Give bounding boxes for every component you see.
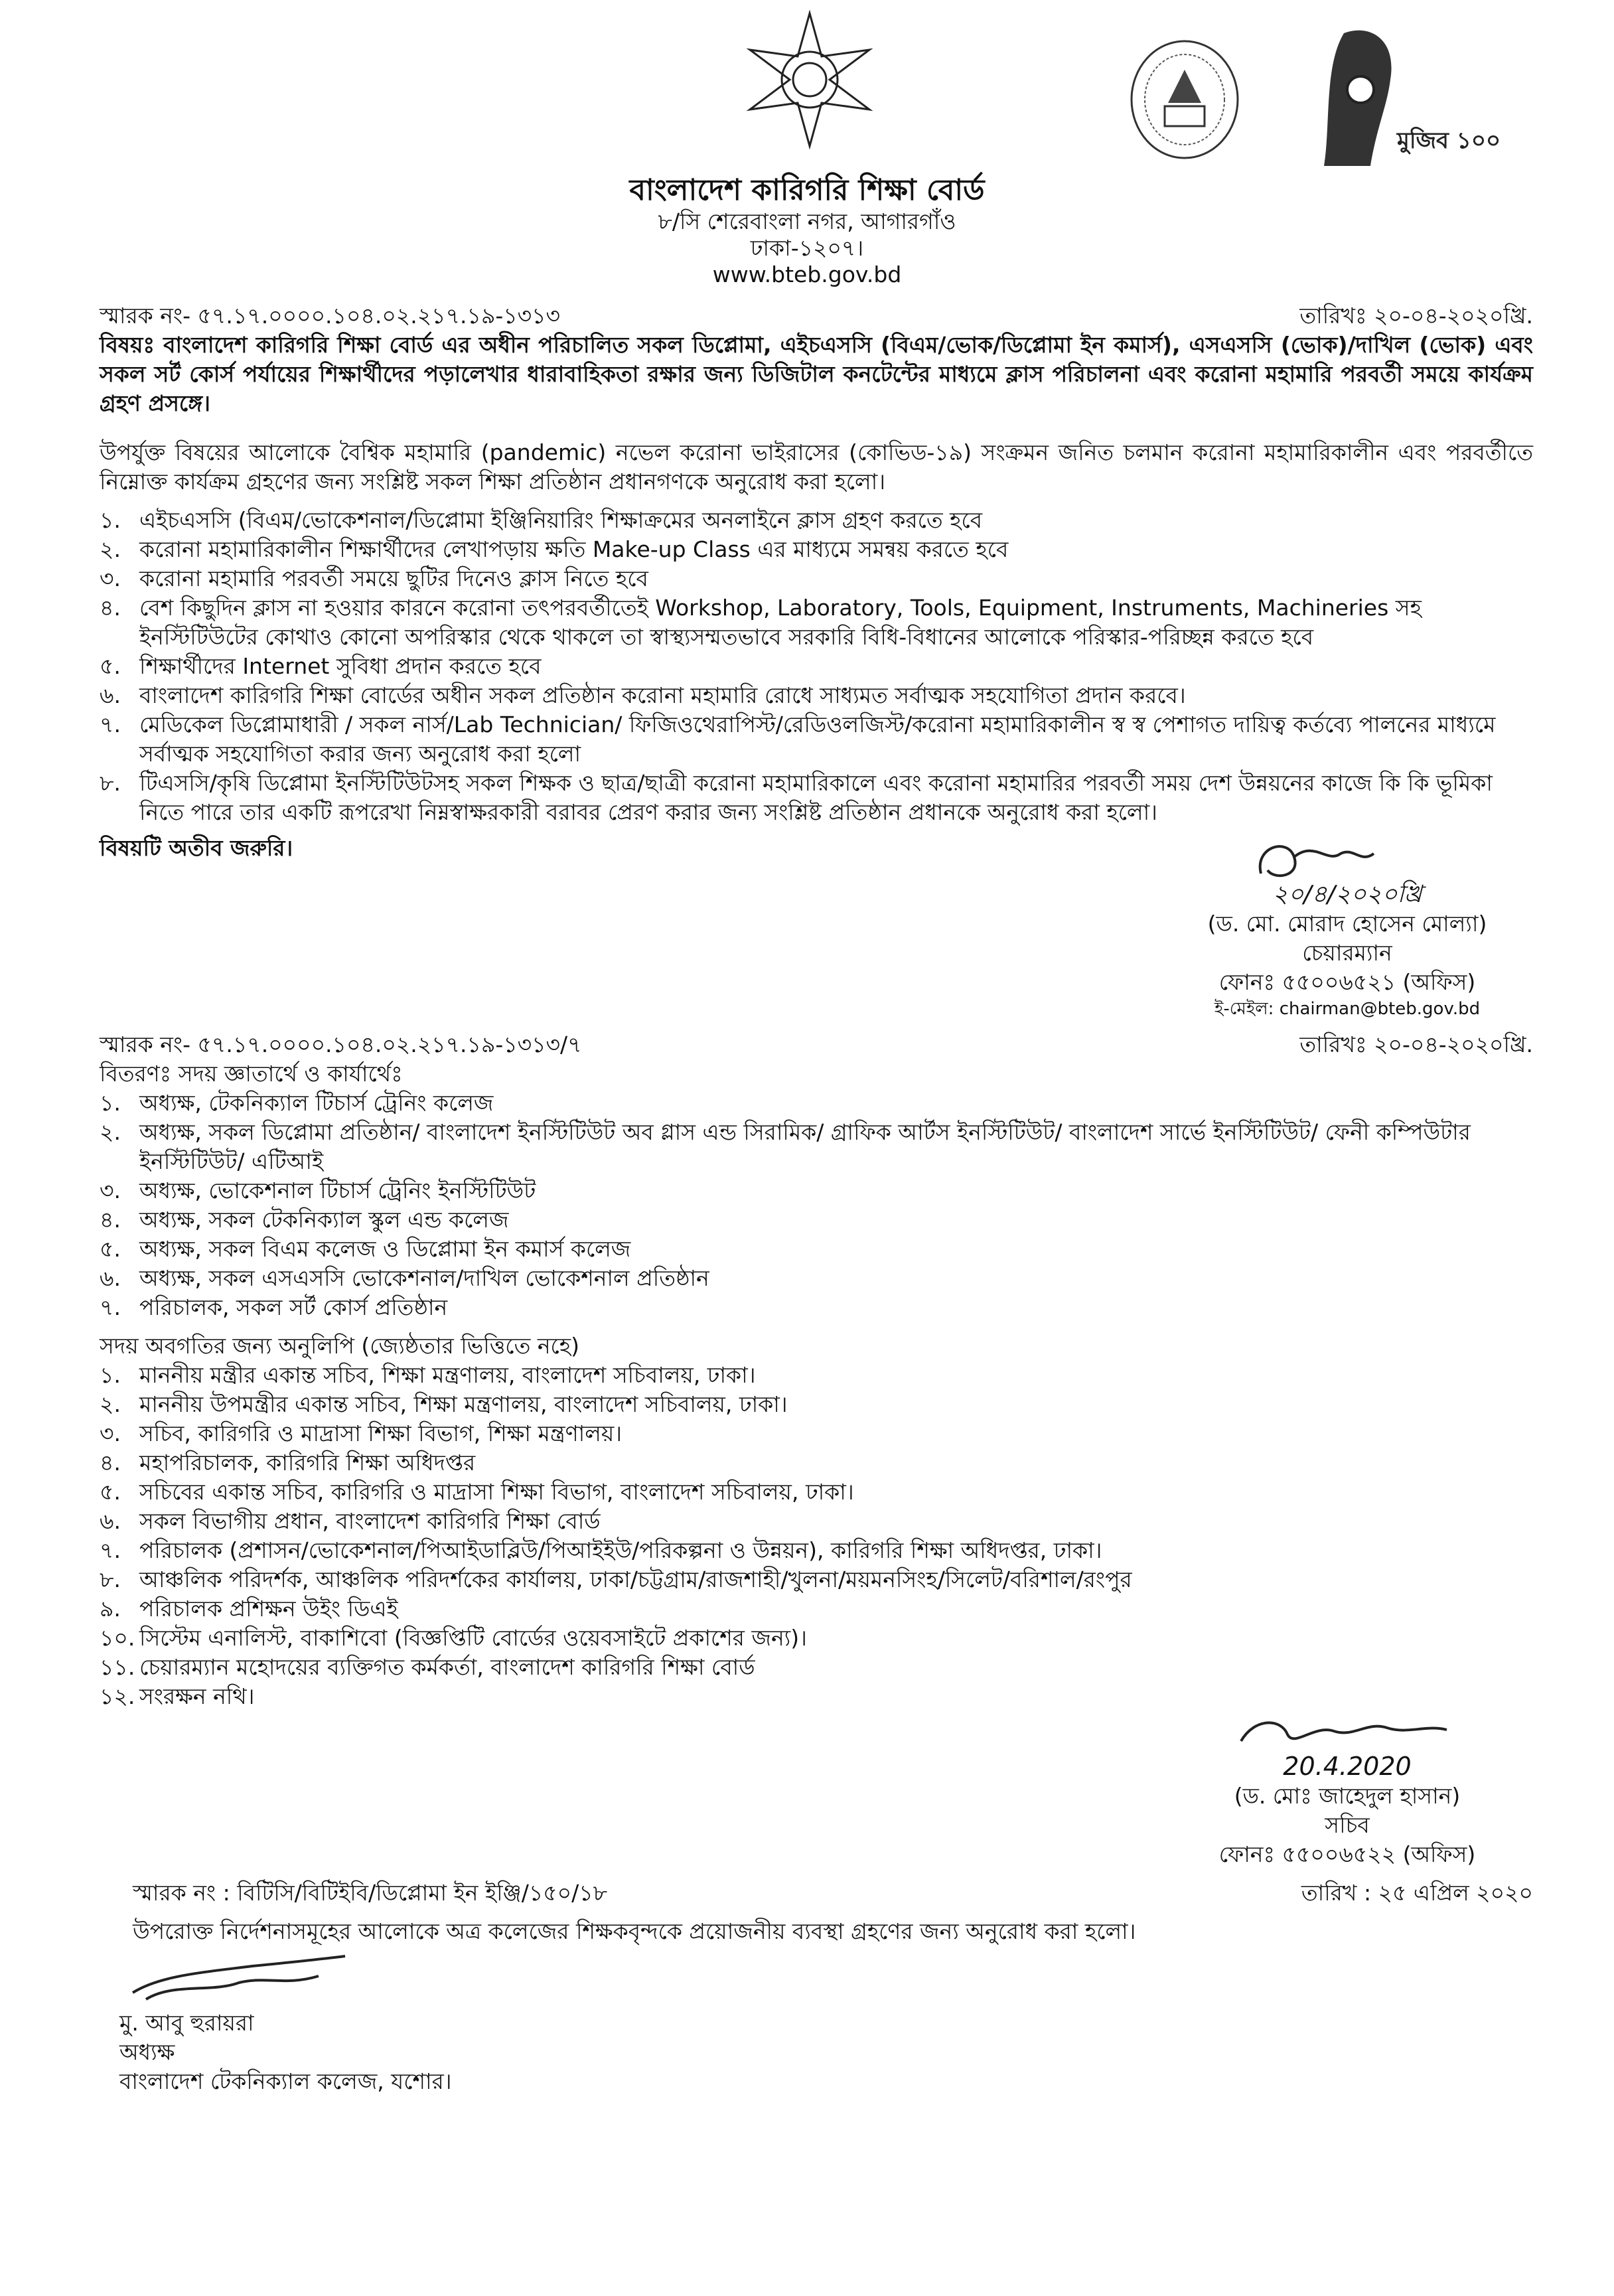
item-number: ৩. (100, 1178, 121, 1203)
memo1-ref-row (100, 301, 1533, 331)
memo1-intro: উপর্যুক্ত বিষয়ের আলোকে বৈশ্বিক মহামারি (pandemic) নভেল করোনা ভাইরাসের (কোভিড-১৯) সংক্রমন জনিত চলমান করোনা মহামারিকালীন এবং পরবর্তীতে নিম্নোক্ত কার্যক্রম গ্রহণের জন্য সংশ্লিষ্ট সকল শিক্ষা প্রতিষ্ঠান প্রধানগণকে অনুরোধ করা হলো। (100, 439, 1533, 495)
item-number: ১০. (100, 1625, 135, 1651)
item-text: পরিচালক (প্রশাসন/ভোকেশনাল/পিআইডাব্লিউ/পিআইইউ/পরিকল্পনা ও উন্নয়ন), কারিগরি শিক্ষা অধিদপ্তর, ঢাকা। (139, 1537, 1102, 1563)
urgent-note: বিষয়টি অতীব জরুরি। (100, 835, 293, 861)
item-text: করোনা মহামারিকালীন শিক্ষার্থীদের লেখাপড়ায় ক্ষতি Make-up Class এর মাধ্যমে সমন্বয় করতে হবে (139, 536, 1009, 562)
memo1-closing (100, 834, 1533, 1021)
memo2-ref-row (100, 1030, 1533, 1059)
item-number: ৫. (100, 1236, 121, 1262)
list-item (100, 1478, 1533, 1507)
memo1-subject: বিষয়ঃ বাংলাদেশ কারিগরি শিক্ষা বোর্ড এর অধীন পরিচালিত সকল ডিপ্লোমা, এইচএসসি (বিএম/ভোক/ডিপ্লোমা ইন কমার্স), এসএসসি (ভোক)/দাখিল (ভোক) এবং সকল সর্ট কোর্স পর্যায়ের শিক্ষার্থীদের পড়ালেখার ধারাবাহিকতা রক্ষার জন্য ডিজিটাল কনটেন্টের মাধ্যমে ক্লাস পরিচালনা এবং করোনা মহামারি পরবর্তী সময়ে কার্যক্রম গ্রহণ প্রসঙ্গে। (100, 332, 1533, 416)
memo1-items (100, 506, 1533, 827)
secretary-name: (ড. মোঃ জাহেদুল হাসান) (1234, 1783, 1461, 1809)
memo1-date: তারিখঃ ২০-০৪-২০২০খ্রি. (1299, 303, 1533, 329)
principal-signature (119, 1946, 358, 2006)
item-text: অধ্যক্ষ, টেকনিক্যাল টিচার্স ট্রেনিং কলেজ (139, 1090, 494, 1116)
item-text: মাননীয় উপমন্ত্রীর একান্ত সচিব, শিক্ষা মন্ত্রণালয়, বাংলাদেশ সচিবালয়, ঢাকা। (139, 1391, 788, 1417)
list-item (100, 1205, 1533, 1235)
item-text: অধ্যক্ষ, ভোকেশনাল টিচার্স ট্রেনিং ইনস্টিটিউট (139, 1178, 536, 1203)
memo1-ref: স্মারক নং- ৫৭.১৭.০০০০.১০৪.০২.২১৭.১৯-১৩১৩ (100, 303, 561, 329)
list-item (100, 1293, 1533, 1322)
item-number: ২. (100, 1119, 121, 1145)
item-text: টিএসসি/কৃষি ডিপ্লোমা ইনস্টিটিউটসহ সকল শিক্ষক ও ছাত্র/ছাত্রী করোনা মহামারিকালে এবং করোনা মহামারির পরবর্তী সময় দেশ উন্নয়নের কাজে কি কি ভূমিকা নিতে পারে তার একটি রূপরেখা নিম্নস্বাক্ষরকারী বরাবর প্রেরণ করার জন্য সংশ্লিষ্ট প্রতিষ্ঠান প্রধানকে অনুরোধ করা হলো। (139, 770, 1493, 825)
list-item (100, 1565, 1533, 1594)
item-text: পরিচালক প্রশিক্ষন উইং ডিএই (139, 1596, 398, 1622)
memo2-ref: স্মারক নং- ৫৭.১৭.০০০০.১০৪.০২.২১৭.১৯-১৩১৩/৭ (100, 1032, 582, 1057)
secretary-signature-date: 20.4.2020 (1283, 1752, 1412, 1781)
item-number: ৭. (100, 1537, 121, 1563)
mujib-100-logo (1317, 27, 1543, 179)
item-text: অধ্যক্ষ, সকল এসএসসি ভোকেশনাল/দাখিল ভোকেশনাল প্রতিষ্ঠান (139, 1265, 709, 1291)
secretary-signature (1234, 1711, 1460, 1751)
list-item (100, 564, 1533, 593)
item-number: ৭. (100, 1294, 121, 1320)
item-text: শিক্ষার্থীদের Internet সুবিধা প্রদান করতে হবে (139, 653, 542, 679)
item-number: ৫. (100, 1479, 121, 1505)
secretary-title: সচিব (1325, 1812, 1370, 1838)
item-text: মেডিকেল ডিপ্লোমাধারী / সকল নার্স/Lab Technician/ ফিজিওথেরাপিস্ট/রেডিওলজিস্ট/করোনা মহামারিকালীন স্ব স্ব পেশাগত দায়িত্ব কর্তব্যে পালনের মাধ্যমে সর্বাত্মক সহযোগিতা করার জন্য অনুরোধ করা হলো (139, 712, 1496, 767)
item-number: ৩. (100, 566, 121, 591)
item-number: ৫. (100, 653, 121, 679)
item-text: মহাপরিচালক, কারিগরি শিক্ষা অধিদপ্তর (139, 1450, 476, 1476)
list-item (100, 1176, 1533, 1205)
principal-title: অধ্যক্ষ (119, 2039, 175, 2065)
item-text: করোনা মহামারি পরবর্তী সময়ে ছুটির দিনেও ক্লাস নিতে হবে (139, 566, 648, 591)
memo3-note: উপরোক্ত নির্দেশনাসমূহের আলোকে অত্র কলেজের শিক্ষকবৃন্দকে প্রয়োজনীয় ব্যবস্থা গ্রহণের জন্য অনুরোধ করা হলো। (133, 1918, 1136, 1944)
principal-name: মু. আবু হুরায়রা (119, 2010, 254, 2036)
item-text: পরিচালক, সকল সর্ট কোর্স প্রতিষ্ঠান (139, 1294, 448, 1320)
government-emblem-icon (743, 10, 876, 149)
list-item (100, 1235, 1533, 1264)
website-link[interactable]: www.bteb.gov.bd (712, 262, 902, 287)
item-number: ৩. (100, 1420, 121, 1446)
list-item (100, 506, 1533, 535)
list-item (100, 1653, 1533, 1682)
item-text: সচিব, কারিগরি ও মাদ্রাসা শিক্ষা বিভাগ, শিক্ষা মন্ত্রণালয়। (139, 1420, 623, 1446)
list-item (100, 1118, 1533, 1176)
chairman-email: ই-মেইল: chairman@bteb.gov.bd (1214, 999, 1481, 1019)
item-text: সিস্টেম এনালিস্ট, বাকাশিবো (বিজ্ঞপ্তিটি বোর্ডের ওয়েবসাইটে প্রকাশের জন্য)। (139, 1625, 807, 1651)
list-item (100, 681, 1533, 710)
list-item (100, 1448, 1533, 1478)
item-text: সচিবের একান্ত সচিব, কারিগরি ও মাদ্রাসা শিক্ষা বিভাগ, বাংলাদেশ সচিবালয়, ঢাকা। (139, 1479, 854, 1505)
list-item (100, 1507, 1533, 1536)
item-number: ১১. (100, 1654, 135, 1680)
item-number: ১. (100, 1090, 121, 1116)
memo3-ref: স্মারক নং : বিটিসি/বিটিইবি/ডিপ্লোমা ইন ইঞ্জি/১৫০/১৮ (133, 1880, 608, 1906)
item-text: অধ্যক্ষ, সকল ডিপ্লোমা প্রতিষ্ঠান/ বাংলাদেশ ইনস্টিটিউট অব গ্লাস এন্ড সিরামিক/ গ্রাফিক আর্টস ইনস্টিটিউট/ বাংলাদেশ সার্ভে ইনস্টিটিউট/ ফেনী কম্পিউটার ইনস্টিটিউট/ এটিআই (139, 1119, 1471, 1174)
mujib-logo-text: মুজিব ১০০ (1397, 127, 1501, 154)
list-item (100, 1361, 1533, 1390)
item-number: ৮. (100, 770, 121, 796)
distribution-header: বিতরণঃ সদয় জ্ঞাতার্থে ও কার্যার্থেঃ (100, 1061, 403, 1087)
secretary-phone: ফোনঃ ৫৫০০৬৫২২ (অফিস) (1218, 1841, 1476, 1867)
item-text: আঞ্চলিক পরিদর্শক, আঞ্চলিক পরিদর্শকের কার্যালয়, ঢাকা/চট্টগ্রাম/রাজশাহী/খুলনা/ময়মনসিংহ/সিলেট/বরিশাল/রংপুর (139, 1567, 1132, 1592)
list-item (100, 593, 1533, 652)
item-text: চেয়ারম্যান মহোদয়ের ব্যক্তিগত কর্মকর্তা, বাংলাদেশ কারিগরি শিক্ষা বোর্ড (139, 1654, 755, 1680)
item-number: ৯. (100, 1596, 121, 1622)
item-text: সকল বিভাগীয় প্রধান, বাংলাদেশ কারিগরি শিক্ষা বোর্ড (139, 1508, 601, 1534)
list-item (100, 1624, 1533, 1653)
list-item (100, 1594, 1533, 1624)
item-number: ৬. (100, 682, 121, 708)
item-number: ২. (100, 536, 121, 562)
distribution-list (100, 1059, 1533, 1322)
item-number: ৬. (100, 1265, 121, 1291)
chairman-title: চেয়ারম্যান (1302, 940, 1392, 966)
list-item (100, 1264, 1533, 1293)
item-number: ৪. (100, 1450, 121, 1476)
item-text: এইচএসসি (বিএম/ভোকেশনাল/ডিপ্লোমা ইঞ্জিনিয়ারিং শিক্ষাক্রমের অনলাইনে ক্লাস গ্রহণ করতে হবে (139, 507, 983, 533)
item-number: ১. (100, 1362, 121, 1388)
list-item (100, 1419, 1533, 1448)
list-item (100, 535, 1533, 564)
address-line-1: ৮/সি শেরেবাংলা নগর, আগারগাঁও (658, 208, 956, 234)
item-number: ৬. (100, 1508, 121, 1534)
item-text: অধ্যক্ষ, সকল টেকনিক্যাল স্কুল এন্ড কলেজ (139, 1207, 509, 1233)
chairman-signature-date: ২০/৪/২০২০খ্রি (1272, 881, 1422, 908)
chairman-signature (1248, 834, 1447, 880)
copy-list (100, 1332, 1533, 1711)
memo2-date: তারিখঃ ২০-০৪-২০২০খ্রি. (1299, 1032, 1533, 1057)
list-item (100, 769, 1533, 827)
item-number: ২. (100, 1391, 121, 1417)
letterhead (0, 0, 1614, 292)
item-text: বেশ কিছুদিন ক্লাস না হওয়ার কারনে করোনা তৎপরবর্তীতেই Workshop, Laboratory, Tools, Equipment, Instruments, Machineries সহ ইনস্টিটিউটের কোথাও কোনো অপরিস্কার থেকে থাকলে তা স্বাস্থ্যসম্মতভাবে সরকারি বিধি-বিধানের আলোকে পরিস্কার-পরিচ্ছন্ন করতে হবে (139, 595, 1422, 650)
item-text: সংরক্ষন নথি। (139, 1683, 255, 1709)
list-item (100, 652, 1533, 681)
chairman-signature-block (1161, 834, 1533, 1021)
item-text: বাংলাদেশ কারিগরি শিক্ষা বোর্ডের অধীন সকল প্রতিষ্ঠান করোনা মহামারি রোধে সাধ্যমত সর্বাত্মক সহযোগিতা প্রদান করবে। (139, 682, 1186, 708)
list-item (100, 710, 1533, 769)
list-item (100, 1682, 1533, 1711)
secretary-closing (100, 1711, 1533, 1869)
address-line-2: ঢাকা-১২০৭। (750, 235, 864, 261)
item-text: মাননীয় মন্ত্রীর একান্ত সচিব, শিক্ষা মন্ত্রণালয়, বাংলাদেশ সচিবালয়, ঢাকা। (139, 1362, 756, 1388)
item-number: ৪. (100, 1207, 121, 1233)
item-number: ১২. (100, 1683, 135, 1709)
principal-college: বাংলাদেশ টেকনিক্যাল কলেজ, যশোর। (119, 2068, 452, 2094)
item-number: ৭. (100, 712, 121, 737)
copy-header: সদয় অবগতির জন্য অনুলিপি (জ্যেষ্ঠতার ভিত্তিতে নহে) (100, 1333, 579, 1359)
item-number: ১. (100, 507, 121, 533)
bteb-seal-icon (1122, 37, 1248, 163)
list-item (100, 1536, 1533, 1565)
item-text: অধ্যক্ষ, সকল বিএম কলেজ ও ডিপ্লোমা ইন কমার্স কলেজ (139, 1236, 631, 1262)
item-number: ৮. (100, 1567, 121, 1592)
org-name: বাংলাদেশ কারিগরি শিক্ষা বোর্ড (629, 173, 985, 207)
chairman-name: (ড. মো. মোরাদ হোসেন মোল্যা) (1207, 911, 1487, 937)
chairman-phone: ফোনঃ ৫৫০০৬৫২১ (অফিস) (1218, 969, 1476, 995)
memo3-date: তারিখ : ২৫ এপ্রিল ২০২০ (1301, 1880, 1533, 1906)
memo3-ref-row (133, 1878, 1533, 1908)
list-item (100, 1390, 1533, 1419)
portrait-icon (1317, 27, 1410, 173)
item-number: ৪. (100, 595, 121, 621)
secretary-signature-block (1161, 1711, 1533, 1869)
list-item (100, 1089, 1533, 1118)
